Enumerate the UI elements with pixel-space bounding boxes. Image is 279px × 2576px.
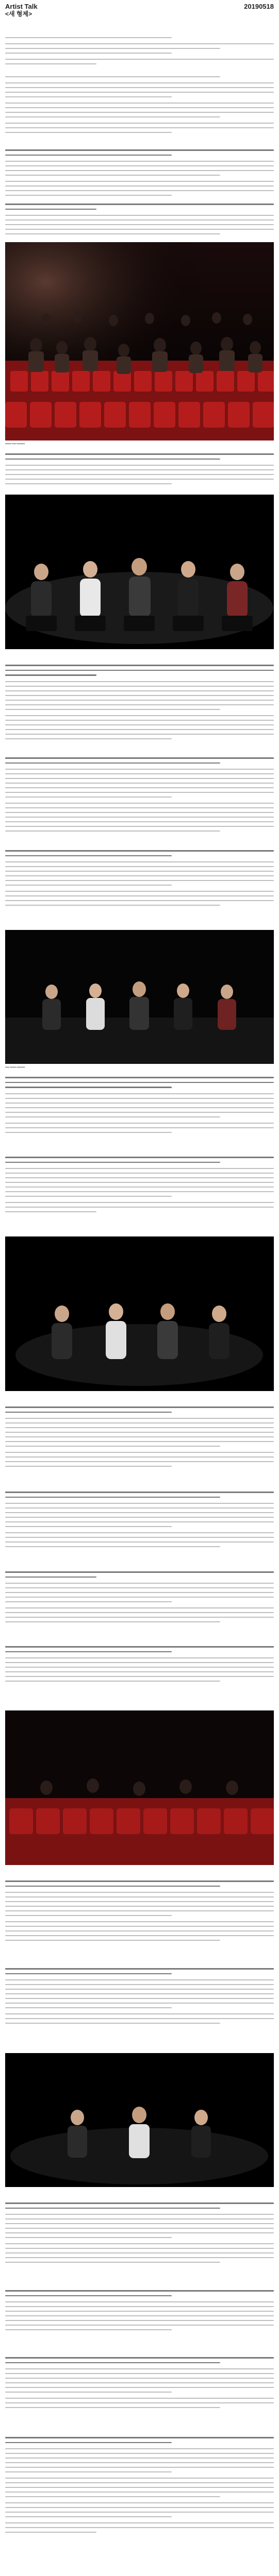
text-line — [5, 2387, 274, 2388]
text-line — [5, 2232, 274, 2233]
text-line — [5, 1093, 274, 1094]
question-line — [5, 155, 172, 156]
text-line — [5, 729, 274, 730]
text-line — [5, 2252, 274, 2253]
text-line — [5, 2471, 172, 2472]
question-line — [5, 1968, 274, 1970]
question-line — [5, 674, 96, 676]
text-line — [5, 1187, 274, 1188]
article-header — [5, 3, 274, 24]
text-line — [5, 82, 274, 83]
text-line — [5, 224, 274, 225]
text-line — [5, 1998, 274, 1999]
text-line — [5, 96, 172, 97]
panel-photo-2 — [5, 2053, 274, 2187]
text-line — [5, 1681, 220, 1682]
text-line — [5, 127, 274, 128]
text-line — [5, 1517, 274, 1518]
text-line — [5, 474, 274, 475]
text-line — [5, 826, 274, 827]
photo-caption: ▬▬ ▬▬▬ ▬▬▬▬ — [5, 1065, 25, 1068]
text-line — [5, 1177, 274, 1178]
text-line — [5, 1441, 274, 1442]
text-line — [5, 905, 220, 906]
text-line — [5, 1667, 274, 1668]
text-line — [5, 2496, 220, 2497]
text-line — [5, 37, 172, 38]
text-line — [5, 2392, 172, 2393]
text-line — [5, 2407, 220, 2408]
question-1 — [5, 149, 274, 199]
text-line — [5, 1657, 274, 1658]
text-line — [5, 2237, 172, 2238]
question-line — [5, 1082, 274, 1083]
text-line — [5, 1432, 274, 1433]
text-line — [5, 783, 274, 784]
text-line — [5, 2527, 274, 2528]
text-line — [5, 1930, 274, 1931]
text-line — [5, 2487, 274, 2488]
page-subtitle: <새 형제> — [5, 10, 32, 18]
text-line — [5, 2306, 274, 2307]
text-line — [5, 1098, 274, 1099]
text-line — [5, 175, 220, 176]
text-line — [5, 1892, 274, 1893]
text-line — [5, 1621, 220, 1622]
text-line — [5, 1587, 274, 1588]
question-6 — [5, 850, 274, 909]
question-line — [5, 2295, 172, 2297]
audience-photo-2 — [5, 1710, 274, 1865]
question-line — [5, 850, 274, 852]
text-line — [5, 1127, 274, 1128]
text-line — [5, 787, 274, 788]
text-line — [5, 2507, 274, 2508]
question-line — [5, 209, 96, 210]
question-14 — [5, 1968, 274, 2027]
text-line — [5, 2502, 274, 2503]
text-line — [5, 2320, 274, 2321]
text-line — [5, 107, 274, 108]
text-line — [5, 831, 220, 832]
text-line — [5, 2522, 274, 2523]
text-line — [5, 1436, 274, 1437]
question-line — [5, 2362, 220, 2364]
question-13 — [5, 1880, 274, 1944]
question-line — [5, 670, 274, 671]
photo-caption: ▬▬▬ ▬▬ ▬▬▬▬ — [5, 442, 25, 445]
text-line — [5, 734, 274, 735]
text-line — [5, 700, 274, 701]
question-line — [5, 459, 220, 460]
text-line — [5, 63, 96, 64]
question-line — [5, 1406, 274, 1408]
text-line — [5, 715, 274, 716]
text-line — [5, 1207, 274, 1208]
text-line — [5, 681, 274, 682]
text-line — [5, 2378, 274, 2379]
text-line — [5, 2007, 172, 2008]
text-line — [5, 724, 274, 725]
text-line — [5, 1461, 274, 1462]
question-17 — [5, 2357, 274, 2412]
stage-photo — [5, 1236, 274, 1391]
text-line — [5, 1512, 274, 1513]
question-9 — [5, 1406, 274, 1470]
text-line — [5, 2223, 274, 2224]
text-line — [5, 59, 274, 60]
text-line — [5, 1103, 274, 1104]
text-line — [5, 1107, 274, 1108]
text-line — [5, 2458, 274, 2459]
text-line — [5, 861, 274, 862]
question-line — [5, 1973, 172, 1975]
text-line — [5, 2373, 274, 2374]
text-line — [5, 112, 274, 113]
text-line — [5, 1921, 274, 1922]
text-line — [5, 2478, 274, 2479]
text-line — [5, 1537, 274, 1538]
text-line — [5, 165, 274, 166]
text-line — [5, 1182, 274, 1183]
text-line — [5, 170, 274, 171]
question-line — [5, 757, 274, 759]
text-line — [5, 796, 172, 798]
question-line — [5, 204, 274, 205]
text-line — [5, 900, 274, 901]
text-line — [5, 1906, 274, 1907]
text-line — [5, 1676, 274, 1677]
audience-illustration-2 — [5, 1710, 274, 1865]
page-title: Artist Talk — [5, 3, 38, 10]
panel-wide-photo — [5, 930, 274, 1064]
text-line — [5, 891, 274, 892]
text-line — [5, 1592, 274, 1593]
text-line — [5, 769, 274, 770]
text-line — [5, 807, 274, 808]
text-line — [5, 1915, 172, 1916]
text-line — [5, 1979, 274, 1980]
text-line — [5, 690, 274, 691]
text-line — [5, 2467, 274, 2468]
question-10 — [5, 1492, 274, 1551]
text-line — [5, 1601, 172, 1602]
text-line — [5, 469, 274, 470]
text-line — [5, 1607, 274, 1608]
text-line — [5, 233, 220, 234]
text-line — [5, 87, 274, 88]
question-line — [5, 2442, 172, 2444]
text-line — [5, 1993, 274, 1994]
text-line — [5, 720, 274, 721]
text-line — [5, 76, 220, 77]
question-line — [5, 855, 172, 857]
event-date: 20190518 — [244, 3, 274, 10]
text-line — [5, 1202, 274, 1203]
panel-photo — [5, 495, 274, 649]
intro-paragraphs — [5, 76, 274, 137]
text-line — [5, 895, 274, 896]
panel-wide-illustration — [5, 930, 274, 1064]
text-line — [5, 871, 274, 872]
text-line — [5, 1466, 172, 1467]
question-5 — [5, 757, 274, 835]
question-8 — [5, 1157, 274, 1216]
question-11 — [5, 1571, 274, 1626]
text-line — [5, 195, 172, 196]
text-line — [5, 2462, 274, 2463]
text-line — [5, 1532, 274, 1533]
text-line — [5, 2023, 220, 2024]
text-line — [5, 92, 274, 93]
text-line — [5, 53, 172, 54]
text-line — [5, 1671, 274, 1672]
text-line — [5, 215, 274, 216]
question-line — [5, 1571, 274, 1573]
text-line — [5, 2368, 274, 2369]
text-line — [5, 1541, 274, 1543]
panel-illustration-2 — [5, 2053, 274, 2187]
question-18 — [5, 2437, 274, 2536]
text-line — [5, 1418, 274, 1419]
text-line — [5, 1597, 274, 1598]
question-line — [5, 1162, 220, 1163]
text-line — [5, 773, 274, 774]
question-line — [5, 1157, 274, 1158]
question-line — [5, 1880, 274, 1882]
text-line — [5, 2532, 96, 2533]
text-line — [5, 1617, 274, 1618]
text-line — [5, 103, 274, 104]
audience-photo — [5, 242, 274, 440]
question-7 — [5, 1077, 274, 1137]
text-line — [5, 229, 274, 230]
text-line — [5, 778, 274, 779]
question-line — [5, 2202, 274, 2204]
text-line — [5, 1910, 274, 1911]
text-line — [5, 1173, 274, 1174]
text-line — [5, 2482, 274, 2483]
text-line — [5, 43, 274, 44]
text-line — [5, 2013, 274, 2014]
text-line — [5, 1196, 172, 1197]
question-line — [5, 1886, 220, 1887]
question-line — [5, 149, 274, 151]
text-line — [5, 181, 274, 182]
audience-illustration — [5, 242, 274, 440]
text-line — [5, 2382, 274, 2383]
text-line — [5, 2315, 274, 2316]
text-line — [5, 1446, 220, 1447]
text-line — [5, 1662, 274, 1663]
question-line — [5, 1077, 274, 1078]
text-line — [5, 2402, 274, 2403]
text-line — [5, 116, 220, 117]
question-line — [5, 1412, 172, 1413]
question-line — [5, 2208, 220, 2209]
question-line — [5, 2437, 274, 2438]
text-line — [5, 1112, 274, 1113]
text-line — [5, 1132, 172, 1133]
text-line — [5, 1507, 274, 1509]
text-line — [5, 2453, 274, 2454]
text-line — [5, 686, 274, 687]
text-line — [5, 709, 220, 710]
question-2 — [5, 204, 274, 238]
question-line — [5, 1492, 274, 1493]
text-line — [5, 465, 274, 466]
text-line — [5, 123, 274, 124]
text-line — [5, 190, 274, 191]
text-line — [5, 1546, 220, 1547]
text-line — [5, 821, 274, 822]
text-line — [5, 812, 274, 813]
question-4 — [5, 665, 274, 743]
text-line — [5, 483, 172, 484]
text-line — [5, 1984, 274, 1985]
text-line — [5, 2228, 274, 2229]
text-line — [5, 2018, 274, 2019]
text-line — [5, 875, 274, 876]
text-line — [5, 2257, 274, 2258]
question-line — [5, 1497, 220, 1498]
text-line — [5, 2218, 274, 2219]
question-3 — [5, 453, 274, 488]
text-line — [5, 1583, 274, 1584]
stage-illustration — [5, 1236, 274, 1391]
text-line — [5, 1896, 274, 1897]
text-line — [5, 48, 220, 49]
text-line — [5, 2301, 274, 2302]
text-line — [5, 1526, 172, 1527]
text-line — [5, 704, 274, 705]
question-line — [5, 1646, 274, 1648]
text-line — [5, 219, 274, 221]
question-line — [5, 453, 274, 455]
text-line — [5, 1191, 274, 1192]
text-line — [5, 738, 172, 739]
question-15 — [5, 2202, 274, 2266]
text-line — [5, 1116, 220, 1117]
text-line — [5, 1901, 274, 1902]
text-line — [5, 2262, 220, 2263]
text-line — [5, 2492, 274, 2493]
text-line — [5, 479, 274, 480]
text-line — [5, 2243, 274, 2244]
text-line — [5, 132, 172, 133]
text-line — [5, 1989, 274, 1990]
text-line — [5, 2248, 274, 2249]
text-line — [5, 1422, 274, 1423]
text-line — [5, 1452, 274, 1453]
text-line — [5, 2512, 274, 2513]
text-line — [5, 866, 274, 867]
text-line — [5, 1926, 274, 1927]
text-line — [5, 161, 274, 162]
question-line — [5, 1577, 96, 1578]
question-line — [5, 2357, 274, 2359]
text-line — [5, 2325, 274, 2326]
text-line — [5, 1521, 274, 1522]
text-line — [5, 1940, 220, 1941]
text-line — [5, 1503, 274, 1504]
text-line — [5, 695, 274, 696]
panel-illustration — [5, 495, 274, 649]
text-line — [5, 1935, 274, 1936]
question-line — [5, 2290, 274, 2292]
question-line — [5, 1087, 172, 1088]
text-line — [5, 185, 274, 187]
text-line — [5, 2516, 172, 2517]
text-line — [5, 792, 274, 793]
text-line — [5, 2448, 274, 2449]
question-line — [5, 1651, 172, 1653]
text-line — [5, 803, 274, 804]
text-line — [5, 1427, 274, 1428]
text-line — [5, 2003, 274, 2004]
question-line — [5, 665, 274, 666]
text-line — [5, 2311, 274, 2312]
text-line — [5, 2329, 172, 2330]
text-line — [5, 1456, 274, 1458]
question-12 — [5, 1646, 274, 1685]
intro-notes — [5, 37, 274, 68]
question-16 — [5, 2290, 274, 2334]
text-line — [5, 1211, 96, 1212]
text-line — [5, 885, 172, 886]
text-line — [5, 1612, 274, 1613]
text-line — [5, 1123, 274, 1124]
text-line — [5, 1168, 274, 1169]
question-line — [5, 762, 220, 764]
text-line — [5, 2214, 274, 2215]
text-line — [5, 2398, 274, 2399]
text-line — [5, 817, 274, 818]
text-line — [5, 880, 274, 881]
